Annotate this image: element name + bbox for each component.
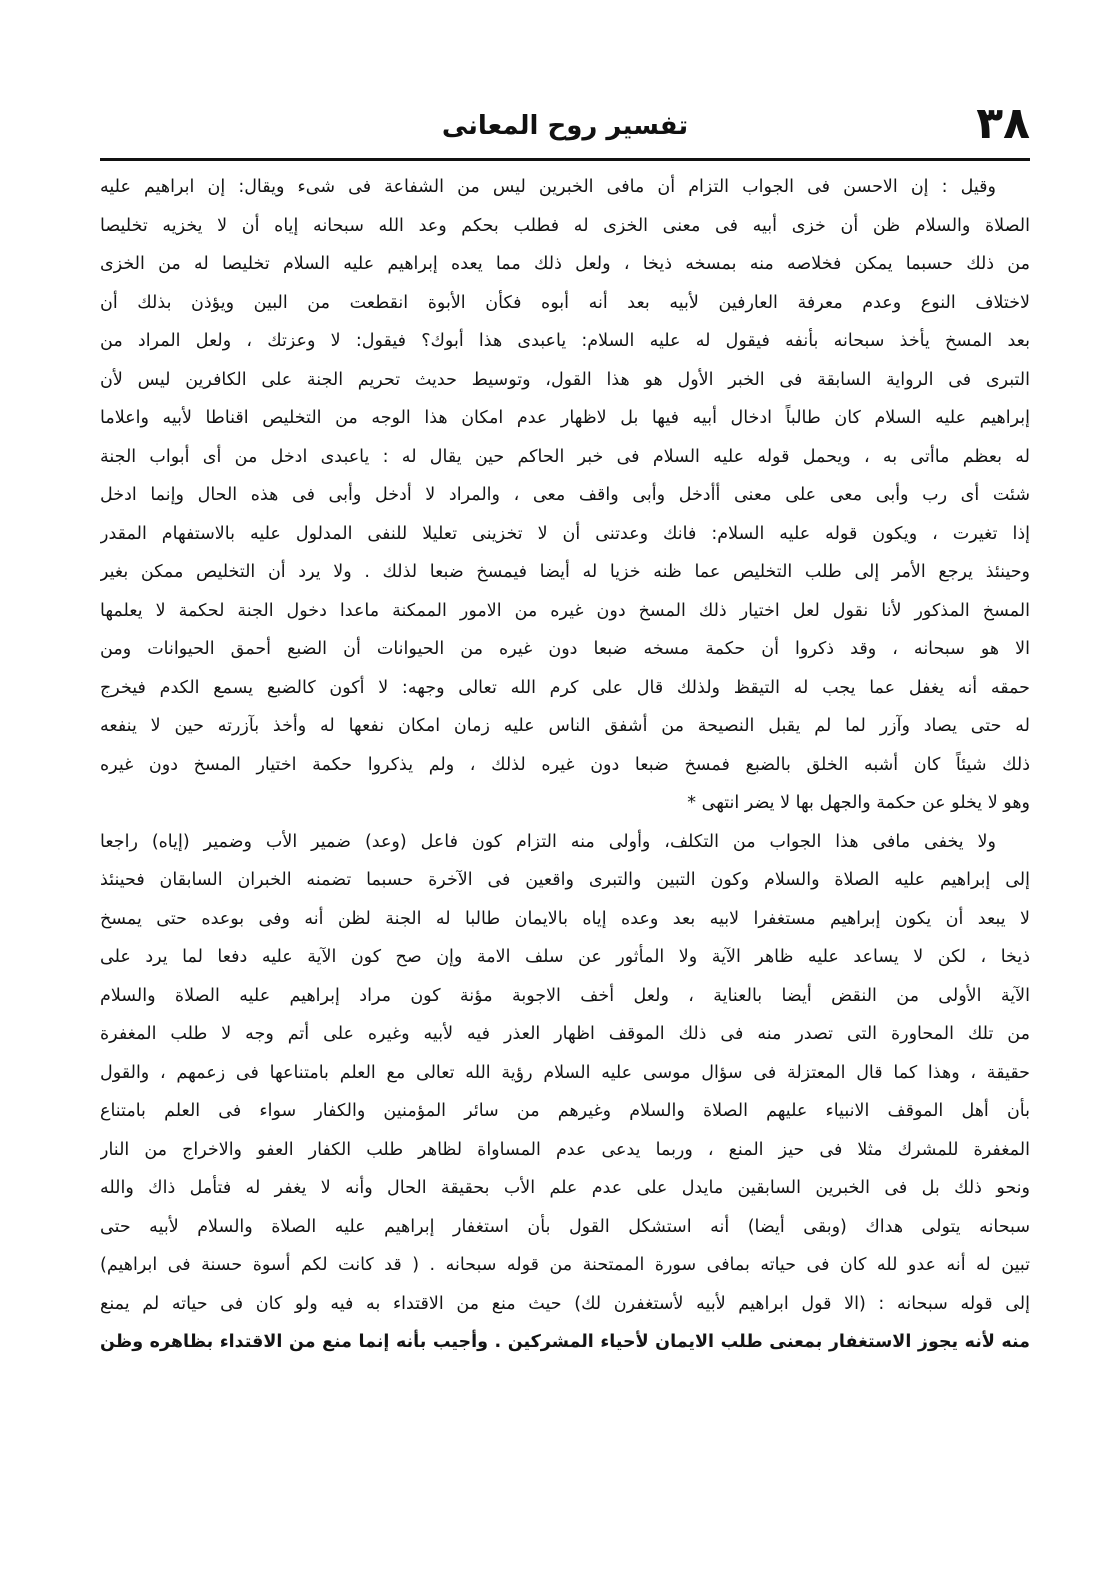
- text-line: منه لأنه يجوز الاستغفار بمعنى طلب الايمان لأحياء المشركين . وأجيب بأنه إنما منع من الاقتداء بظاهره وظن: [100, 1332, 1030, 1352]
- text-line: إذا تغيرت ، ويكون قوله عليه السلام: فانك وعدتنى أن لا تخزينى تعليلا للنفى المدلول عليه بالاستفهام المقدر: [100, 523, 1030, 544]
- text-line: إلى إبراهيم عليه الصلاة والسلام وكون التبين والتبرى واقعين فى الآخرة حسبما تضمنه الخبران السابقان فحينئذ: [100, 870, 1030, 890]
- text-line: الا هو سبحانه ، وقد ذكروا أن حكمة مسخه ضبعا دون غيره من الحيوانات أن الضبع أحمق الحيوانات ومن: [100, 639, 1030, 659]
- text-line: الآية الأولى من النقض أيضا بالعناية ، ولعل أخف الاجوبة مؤنة كون مراد إبراهيم عليه الصلاة والسلام: [100, 985, 1030, 1006]
- text-line: لا يبعد أن يكون إبراهيم مستغفرا لابيه بعد وعده إياه بالايمان طالبا له الجنة لظن أنه وفى بوعده حتى يمسخ: [100, 908, 1030, 929]
- page-number: ٣٨: [976, 98, 1030, 149]
- text-line: إبراهيم عليه السلام كان طالباً ادخال أبيه فيها بل لاظهار عدم امكان هذا الوجه من التخليص اقناطا لأبيه واعلاما: [100, 408, 1030, 428]
- header-rule: [100, 158, 1030, 161]
- body-text: [100, 168, 1030, 1362]
- text-line: له بعظم ماأتى به ، ويحمل قوله عليه السلام فى خبر الحاكم حين يقال له : ياعبدى ادخل من أى أبواب الجنة: [100, 446, 1030, 467]
- text-line: تبين له أنه عدو لله كان فى حياته بمافى سورة الممتحنة من قوله سبحانه . ( قد كانت لكم أسوة حسنة فى ابراهيم): [100, 1255, 1030, 1275]
- text-line: ونحو ذلك بل فى الخبرين السابقين مايدل على عدم علم الأب بحقيقة الحال وأنه لا يغفر له فتأمل ذاك والله: [100, 1178, 1030, 1198]
- text-line: سبحانه يتولى هداك (وبقى أيضا) أنه استشكل القول بأن استغفار إبراهيم عليه الصلاة والسلام لأبيه حتى: [100, 1216, 1030, 1237]
- text-line: من ذلك حسبما يمكن فخلاصه منه بمسخه ذيخا ، ولعل ذلك مما يعده إبراهيم عليه السلام تخليصا له من الخزى: [100, 254, 1030, 274]
- text-line: وحينئذ يرجع الأمر إلى طلب التخليص عما ظنه خزيا له أيضا فيمسخ ضبعا لذلك . ولا يرد أن التخليص ممكن بغير: [100, 562, 1030, 582]
- text-line: لاختلاف النوع وعدم معرفة العارفين لأبيه بعد أنه أبوه فكأن الأبوة انقطعت من البين ويؤذن بذلك أن: [100, 292, 1030, 313]
- text-line: التبرى فى الرواية السابقة فى الخبر الأول هو هذا القول، وتوسيط حديث تحريم الجنة على الكافرين ليس لأن: [100, 369, 1030, 390]
- text-line: بعد المسخ يأخذ سبحانه بأنفه فيقول له عليه السلام: ياعبدى هذا أبوك؟ فيقول: لا وعزتك ، ولعل المراد من: [100, 331, 1030, 351]
- text-line: ذيخا ، لكن لا يساعد عليه ظاهر الآية ولا المأثور عن سلف الامة وإن صح كون الآية عليه دفعا لما يرد على: [100, 947, 1030, 967]
- text-line: وقيل : إن الاحسن فى الجواب التزام أن مافى الخبرين ليس من الشفاعة فى شىء ويقال: إن ابراهيم عليه: [100, 177, 996, 197]
- text-line: ولا يخفى مافى هذا الجواب من التكلف، وأولى منه التزام كون فاعل (وعد) ضمير الأب وضمير (إياه) راجعا: [100, 831, 996, 852]
- text-line: إلى قوله سبحانه : (الا قول ابراهيم لأبيه لأستغفرن لك) حيث منع من الاقتداء به فيه ولو كان فى حياته لم يمنع: [100, 1293, 1030, 1314]
- text-line: له حتى يصاد وآزر لما لم يقبل النصيحة من أشفق الناس عليه زمان امكان نفعها له وأخذ بآزرته حين لا ينفعه: [100, 716, 1030, 736]
- text-line: ذلك شيئاً كان أشبه الخلق بالضبع فمسخ ضبعا دون غيره لذلك ، ولم يذكروا حكمة اختيار المسخ دون غيره: [100, 754, 1030, 775]
- text-line: المسخ المذكور لأنا نقول لعل اختيار ذلك المسخ دون غيره من الامور الممكنة ماعدا دخول الجنة لحكمة لا يعلمها: [100, 600, 1030, 621]
- text-line: المغفرة للمشرك مثلا فى حيز المنع ، وربما يدعى عدم المساواة لظاهر طلب الكفار العفو والاخراج من النار: [100, 1139, 1030, 1160]
- text-line: الصلاة والسلام ظن أن خزى أبيه فى معنى الخزى له فطلب بحكم وعد الله سبحانه إياه أن لا يخزيه تخليصا: [100, 215, 1030, 236]
- text-line: وهو لا يخلو عن حكمة والجهل بها لا يضر انتهى *: [687, 793, 1030, 813]
- text-line: شئت أى رب وأبى معى على معنى أأدخل وأبى واقف معى ، والمراد لا أدخل وأبى فى هذه الحال وإنما ادخل: [100, 485, 1030, 505]
- running-title: تفسير روح المعانى: [441, 111, 689, 141]
- text-line: من تلك المحاورة التى تصدر منه فى ذلك الموقف اظهار العذر فيه لأبيه وغيره على أتم وجه لا طلب المغفرة: [100, 1024, 1030, 1044]
- text-line: حقيقة ، وهذا كما قال المعتزلة فى سؤال موسى عليه السلام رؤية الله تعالى مع العلم بامتناعها فى زعمهم ، والقول: [100, 1062, 1030, 1083]
- text-line: حمقه أنه يغفل عما يجب له التيقظ ولذلك قال على كرم الله تعالى وجهه: لا أكون كالضبع يسمع الكدم فيخرج: [100, 677, 1030, 698]
- page-header: [100, 98, 1030, 156]
- text-line: بأن أهل الموقف الانبياء عليهم الصلاة والسلام وغيرهم من سائر المؤمنين والكفار سواء فى العلم بامتناع: [100, 1101, 1030, 1121]
